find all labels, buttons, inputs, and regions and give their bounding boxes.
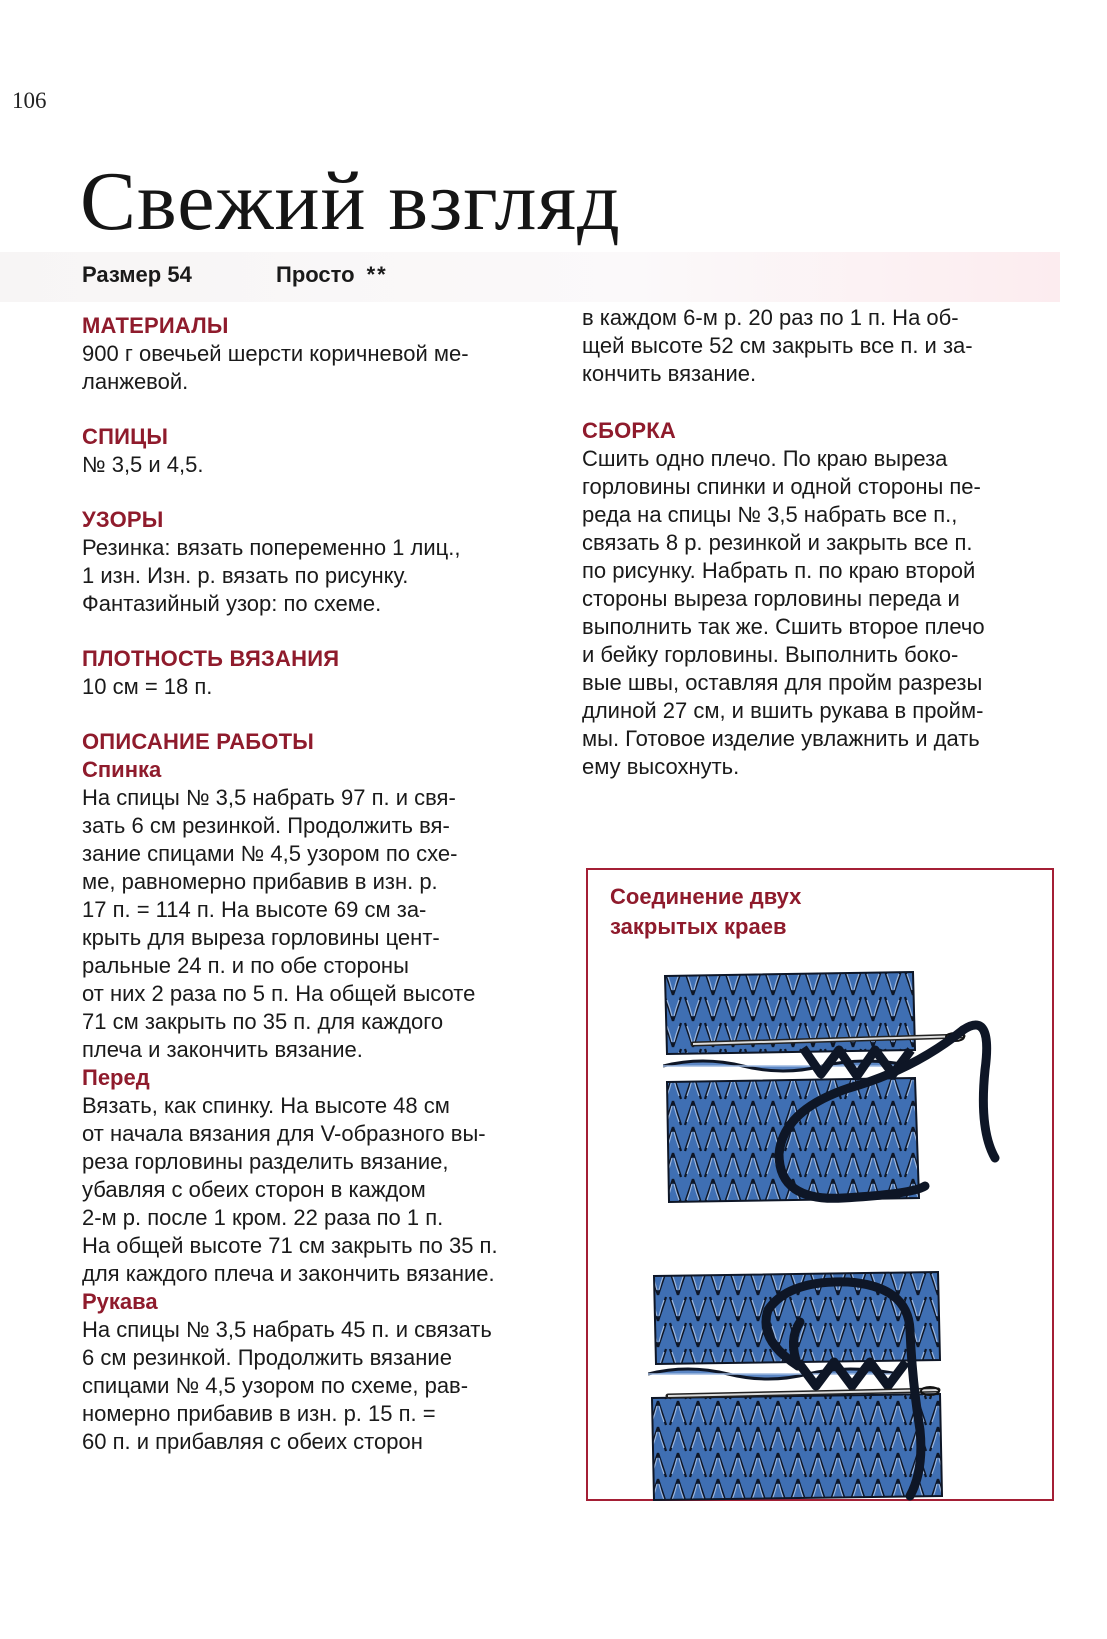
front-text (82, 1092, 562, 1288)
sleeves-continued (582, 304, 1062, 388)
text-line: реза горловины разделить вязание, (82, 1149, 449, 1174)
text-line: ральные 24 п. и по обе стороны (82, 953, 409, 978)
text-line: номерно прибавив в изн. р. 15 п. = (82, 1401, 436, 1426)
needles-text (82, 451, 562, 479)
text-line: стороны выреза горловины переда и (582, 586, 960, 611)
text-line: 60 п. и прибавляя с обеих сторон (82, 1429, 423, 1454)
text-line: ме, равномерно прибавив в изн. р. (82, 869, 438, 894)
text-line: для каждого плеча и закончить вязание. (82, 1261, 495, 1286)
seam-illustration-bottom (648, 1270, 988, 1510)
text-line: спицами № 4,5 узором по схеме, рав- (82, 1373, 469, 1398)
text-line: выполнить так же. Сшить второе плечо (582, 614, 985, 639)
seam-figure-box (586, 868, 1054, 1501)
front-subheading: Перед (82, 1065, 150, 1090)
text-line: по рисунку. Набрать п. по краю второй (582, 558, 976, 583)
text-line: Резинка: вязать попеременно 1 лиц., (82, 535, 461, 560)
text-line: и бейку горловины. Выполнить боко- (582, 642, 959, 667)
difficulty-stars: ** (366, 262, 388, 287)
sleeves-text (82, 1316, 562, 1456)
patterns-heading: УЗОРЫ (82, 507, 164, 532)
figure-caption-line-2: закрытых краев (610, 914, 787, 939)
text-line: Фантазийный узор: по схеме. (82, 591, 382, 616)
page-number: 106 (12, 88, 47, 113)
text-line: крыть для выреза горловины цент- (82, 925, 440, 950)
text-line: горловины спинки и одной стороны пе- (582, 474, 981, 499)
gauge-section (82, 645, 562, 701)
assembly-heading: СБОРКА (582, 418, 677, 443)
needles-section (82, 423, 562, 479)
text-line: кончить вязание. (582, 361, 757, 386)
text-line: мы. Готовое изделие увлажнить и дать (582, 726, 980, 751)
text-line: 1 изн. Изн. р. вязать по рисунку. (82, 563, 409, 588)
text-line: вые швы, оставляя для пройм разрезы (582, 670, 983, 695)
knit-fabric-lower (652, 1394, 942, 1500)
text-line: щей высоте 52 см закрыть все п. и за- (582, 333, 973, 358)
text-line: 6 см резинкой. Продолжить вязание (82, 1345, 452, 1370)
difficulty-text: Просто (276, 262, 355, 287)
sleeves-continued-text (582, 304, 1062, 388)
left-column (82, 312, 562, 1456)
back-subheading: Спинка (82, 757, 162, 782)
text-line: 17 п. = 114 п. На высоте 69 см за- (82, 897, 427, 922)
patterns-text (82, 534, 562, 618)
text-line: Вязать, как спинку. На высоте 48 см (82, 1093, 450, 1118)
seam-illustration-top (663, 970, 1003, 1220)
text-line: На общей высоте 71 см закрыть по 35 п. (82, 1233, 498, 1258)
text-line: от начала вязания для V-образного вы- (82, 1121, 486, 1146)
page-title: Свежий взгляд (80, 155, 621, 248)
description-section (82, 728, 562, 1456)
text-line: убавляя с обеих сторон в каждом (82, 1177, 426, 1202)
text-line: На спицы № 3,5 набрать 45 п. и связать (82, 1317, 492, 1342)
gauge-heading: ПЛОТНОСТЬ ВЯЗАНИЯ (82, 646, 340, 671)
text-line: № 3,5 и 4,5. (82, 452, 204, 477)
figure-caption-line-1: Соединение двух (610, 884, 802, 909)
needles-heading: СПИЦЫ (82, 424, 169, 449)
materials-section (82, 312, 562, 396)
text-line: в каждом 6-м р. 20 раз по 1 п. На об- (582, 305, 959, 330)
text-line: реда на спицы № 3,5 набрать все п., (582, 502, 958, 527)
bound-off-edges (663, 1061, 913, 1071)
back-text (82, 784, 562, 1064)
sleeves-subheading: Рукава (82, 1289, 158, 1314)
difficulty-label (276, 262, 388, 288)
text-line: На спицы № 3,5 набрать 97 п. и свя- (82, 785, 456, 810)
gauge-text (82, 673, 562, 701)
text-line: 71 см закрыть по 35 п. для каждого (82, 1009, 444, 1034)
text-line: ланжевой. (82, 369, 189, 394)
text-line: длиной 27 см, и вшить рукава в пройм- (582, 698, 984, 723)
text-line: зать 6 см резинкой. Продолжить вя- (82, 813, 450, 838)
materials-text (82, 340, 562, 396)
right-column (582, 304, 1062, 781)
assembly-text (582, 445, 1062, 781)
figure-caption (610, 882, 801, 942)
text-line: 900 г овечьей шерсти коричневой ме- (82, 341, 469, 366)
text-line: связать 8 р. резинкой и закрыть все п. (582, 530, 973, 555)
text-line: зание спицами № 4,5 узором по схе- (82, 841, 458, 866)
patterns-section (82, 506, 562, 618)
text-line: Сшить одно плечо. По краю выреза (582, 446, 948, 471)
text-line: ему высохнуть. (582, 754, 740, 779)
description-heading: ОПИСАНИЕ РАБОТЫ (82, 729, 314, 754)
text-line: 10 см = 18 п. (82, 674, 213, 699)
text-line: 2-м р. после 1 кром. 22 раза по 1 п. (82, 1205, 444, 1230)
materials-heading: МАТЕРИАЛЫ (82, 313, 229, 338)
size-label: Размер 54 (82, 262, 192, 287)
text-line: плеча и закончить вязание. (82, 1037, 363, 1062)
text-line: от них 2 раза по 5 п. На общей высоте (82, 981, 476, 1006)
assembly-section (582, 417, 1062, 781)
